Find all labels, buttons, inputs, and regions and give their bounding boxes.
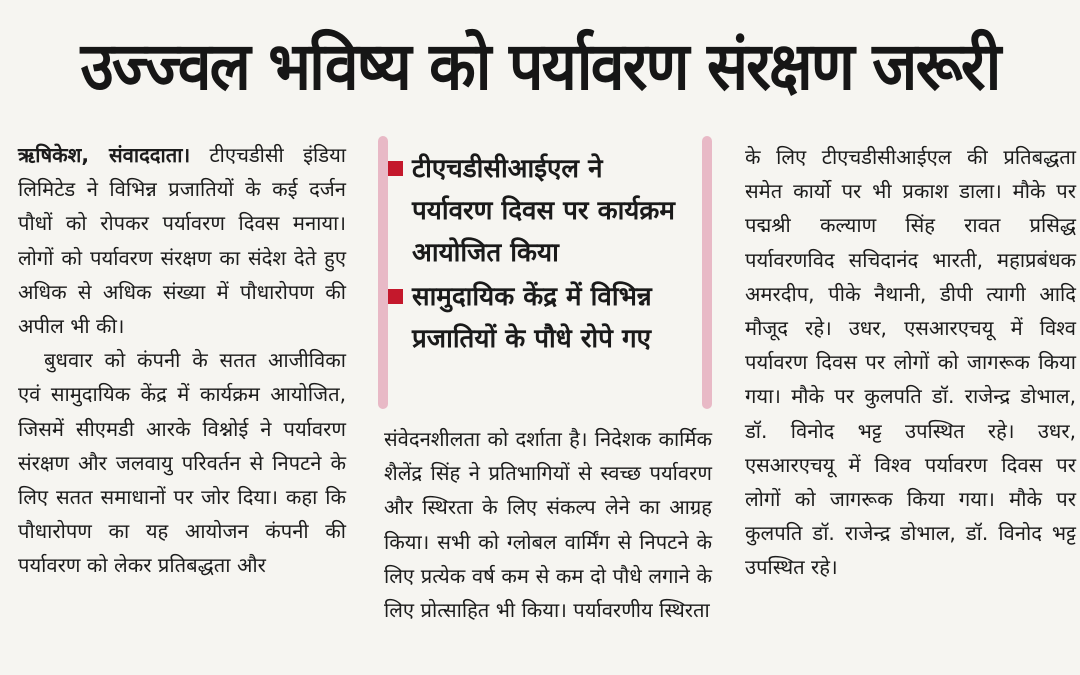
article-column-3 <box>745 140 1076 585</box>
byline: ऋषिकेश, संवाददाता। <box>18 143 191 167</box>
paragraph-1 <box>18 138 346 343</box>
highlight-item <box>412 276 692 360</box>
article-column-2 <box>384 422 712 627</box>
paragraph-3: संवेदनशीलता को दर्शाता है। निदेशक कार्मिक शैलेंद्र सिंह ने प्रतिभागियों से स्वच्छ पर्यावरण और स्थिरता के लिए संकल्प लेने का आग्रह किया। सभी को ग्लोबल वार्मिंग से निपटने के लिए प्रत्येक वर्ष कम से कम दो पौधे लगाने के लिए प्रोत्साहित भी किया। पर्यावरणीय स्थिरता <box>384 427 712 623</box>
square-bullet-icon <box>388 289 403 304</box>
highlight-bar-left <box>378 136 388 409</box>
highlight-bar-right <box>702 136 712 409</box>
paragraph-4: के लिए टीएचडीसीआईएल की प्रतिबद्धता समेत कार्यो पर भी प्रकाश डाला। मौके पर पद्मश्री कल्याण सिंह रावत प्रसिद्ध पर्यावरणविद सचिदानंद भारती, महाप्रबंधक अमरदीप, पीके नैथानी, डीपी त्यागी आदि मौजूद रहे। उधर, एसआरएचयू में विश्व पर्यावरण दिवस पर लोगों को जागरूक किया गया। मौके पर कुलपति डॉ. राजेन्द्र डोभाल, डॉ. विनोद भट्ट उपस्थित रहे। उधर, एसआरएचयू में विश्व पर्यावरण दिवस पर लोगों को जागरूक किया गया। मौके पर कुलपति डॉ. राजेन्द्र डोभाल, डॉ. विनोद भट्ट उपस्थित रहे। <box>745 145 1076 580</box>
article-column-1 <box>18 138 346 583</box>
paragraph-2: बुधवार को कंपनी के सतत आजीविका एवं सामुदायिक केंद्र में कार्यक्रम आयोजित, जिसमें सीएमडी आरके विश्नोई ने पर्यावरण संरक्षण और जलवायु परिवर्तन से निपटने के लिए सतत समाधानों पर जोर दिया। कहा कि पौधारोपण का यह आयोजन कंपनी की पर्यावरण को लेकर प्रतिबद्धता और <box>18 348 346 578</box>
highlight-item <box>412 148 692 274</box>
highlight-text: सामुदायिक केंद्र में विभिन्न प्रजातियों के पौधे रोपे गए <box>412 282 652 354</box>
highlight-text: टीएचडीसीआईएल ने पर्यावरण दिवस पर कार्यक्रम आयोजित किया <box>412 154 675 268</box>
highlight-box <box>378 136 712 409</box>
headline: उज्ज्वल भविष्य को पर्यावरण संरक्षण जरूरी <box>80 28 1000 105</box>
paragraph-1-text: टीएचडीसी इंडिया लिमिटेड ने विभिन्न प्रजातियों के कई दर्जन पौधों को रोपकर पर्यावरण दिवस मनाया। लोगों को पर्यावरण संरक्षण का संदेश देते हुए अधिक से अधिक संख्या में पौधारोपण की अपील भी की। <box>18 143 347 339</box>
square-bullet-icon <box>388 161 403 176</box>
